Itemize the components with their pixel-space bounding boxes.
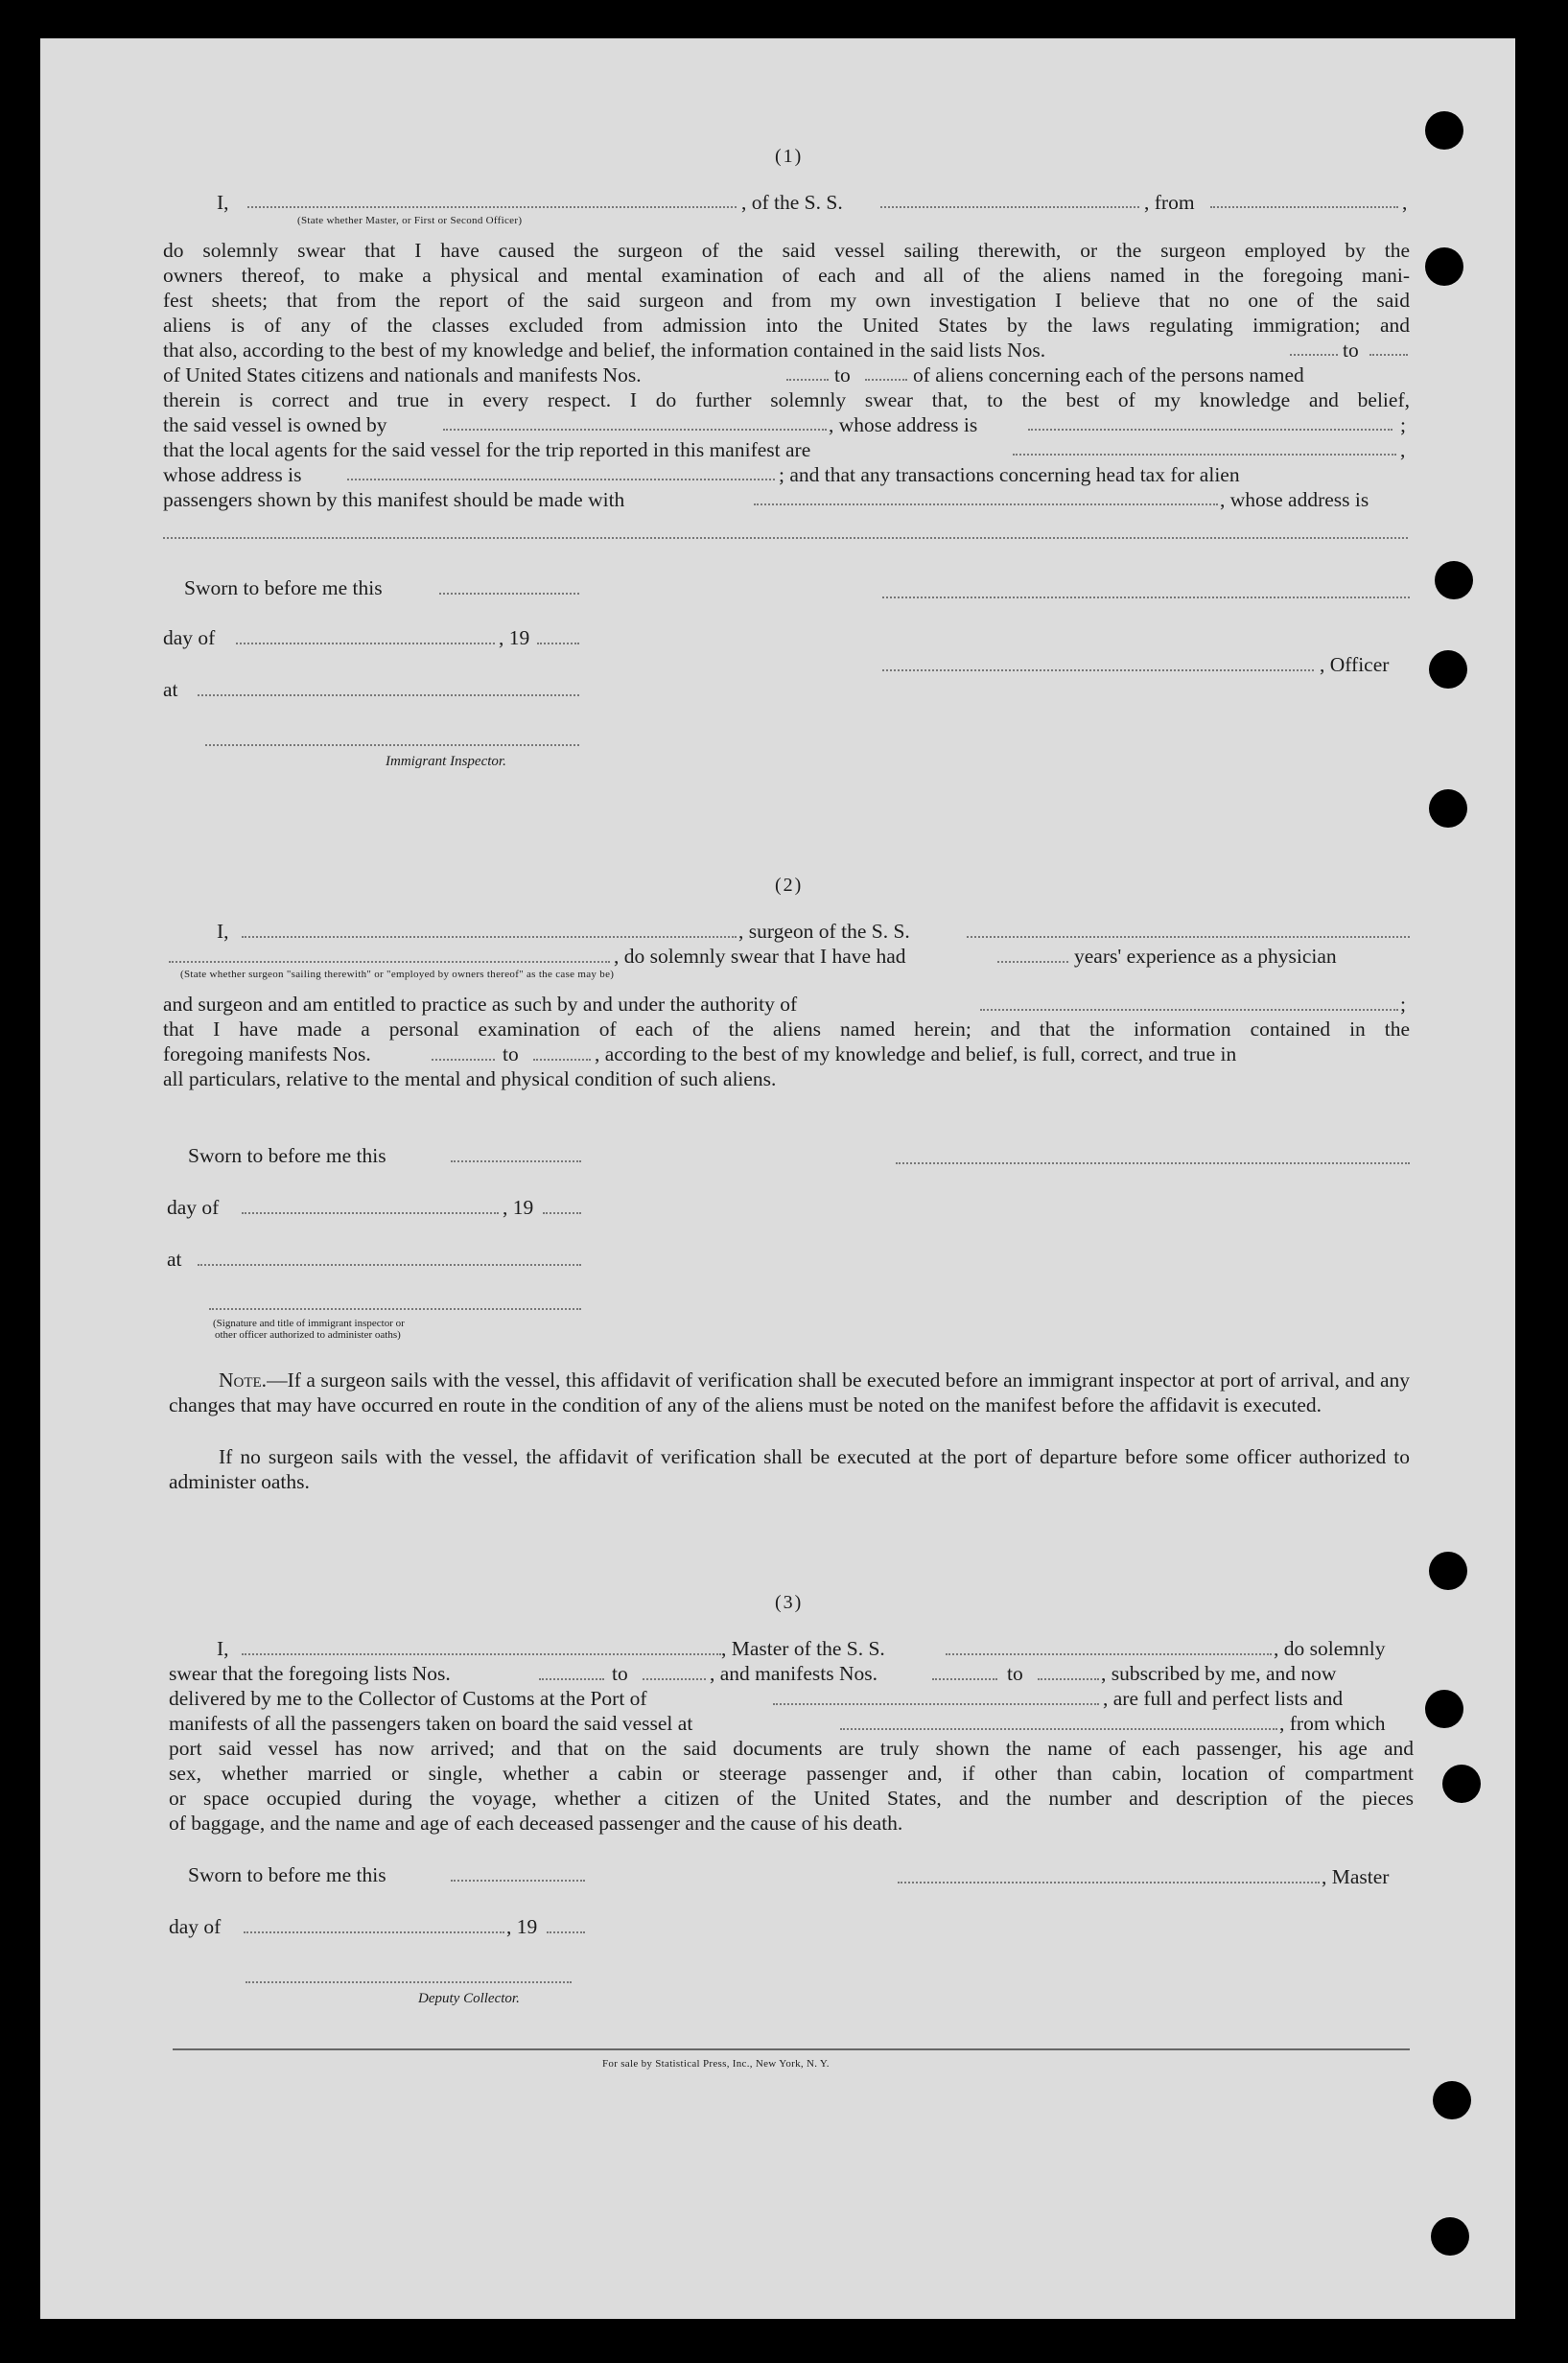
text: to (503, 1042, 519, 1065)
text: , of the S. S. (741, 191, 843, 214)
at-place-field[interactable] (198, 1264, 581, 1266)
text: the said vessel is owned by (163, 413, 387, 436)
vessel-name-field[interactable] (880, 206, 1139, 208)
oath-line: of baggage, and the name and age of each deceased passenger and the cause of his death. (169, 1812, 903, 1835)
text: , do solemnly swear that I have had (614, 945, 906, 968)
text: , subscribed by me, and now (1101, 1662, 1337, 1685)
oath-line: and surgeon and am entitled to practice as such by and under the authority of (163, 993, 798, 1016)
manifests-to-field[interactable] (1038, 1678, 1099, 1680)
manifests-from-field[interactable] (432, 1059, 495, 1061)
surgeon-signature-field[interactable] (896, 1162, 1410, 1164)
signature-hint: other officer authorized to administer oaths) (215, 1329, 401, 1341)
vessel-name-field[interactable] (967, 936, 1410, 938)
year-field[interactable] (547, 1931, 585, 1933)
master-name-field[interactable] (242, 1653, 721, 1655)
officer-title-field[interactable] (882, 669, 1314, 671)
sworn-label: Sworn to before me this (188, 1863, 386, 1886)
text: ; and that any transactions concerning head tax for alien (779, 463, 1240, 486)
text: that the local agents for the said vessel for the trip reported in this manifest are (163, 438, 811, 461)
master-label: , Master (1322, 1865, 1390, 1888)
text: to (834, 363, 851, 386)
note-label: Note. (219, 1369, 268, 1392)
text: , surgeon of the S. S. (738, 920, 910, 943)
sworn-day-field[interactable] (451, 1880, 585, 1882)
punch-hole (1435, 561, 1473, 599)
master-signature-field[interactable] (898, 1882, 1320, 1883)
oath-line: I, (217, 920, 229, 943)
year-field[interactable] (537, 643, 579, 644)
text: , (1402, 191, 1408, 214)
day-of-label: day of (163, 626, 216, 649)
owner-field[interactable] (443, 429, 827, 431)
text: , whose address is (829, 413, 978, 436)
manifests-from-field[interactable] (786, 379, 829, 381)
oath-line: manifests of all the passengers taken on board the said vessel at (169, 1712, 693, 1735)
field-hint: (State whether Master, or First or Second Officer) (297, 215, 523, 226)
manifests-to-field[interactable] (533, 1059, 591, 1061)
text: , are full and perfect lists and (1103, 1687, 1344, 1710)
text: that also, according to the best of my knowledge and belief, the information contained in the said lists Nos. (163, 339, 1046, 362)
oath-line: owners thereof, to make a physical and mental examination of each and all of the aliens named in the foregoing mani- (163, 264, 1410, 287)
oath-line: that I have made a personal examination of each of the aliens named herein; and that the information contained in the (163, 1018, 1410, 1041)
text: , from (1144, 191, 1195, 214)
signature-hint: (Signature and title of immigrant inspector or (213, 1318, 405, 1329)
year-label: , 19 (506, 1915, 538, 1938)
lists-to-field[interactable] (643, 1678, 706, 1680)
punch-hole (1425, 247, 1463, 286)
text: I, (217, 191, 229, 214)
oath-line: swear that the foregoing lists Nos. (169, 1662, 451, 1685)
year-field[interactable] (543, 1212, 581, 1214)
text: , Master of the S. S. (721, 1637, 885, 1660)
oath-line: sex, whether married or single, whether a cabin or steerage passenger and, if other than cabin, location of compartment (169, 1762, 1414, 1785)
text: of United States citizens and nationals and manifests Nos. (163, 363, 642, 386)
punch-hole (1429, 1552, 1467, 1590)
sworn-day-field[interactable] (439, 593, 579, 595)
punch-hole (1442, 1765, 1481, 1803)
text: , (1400, 438, 1406, 461)
oath-line (163, 437, 810, 462)
text: to (1343, 339, 1359, 362)
surgeon-name-field[interactable] (242, 936, 737, 938)
oath-line: or space occupied during the voyage, whether a citizen of the United States, and the number and description of the pieces (169, 1787, 1414, 1810)
text: , from which (1279, 1712, 1386, 1735)
officer-name-field[interactable] (247, 206, 737, 208)
text: ; (1400, 413, 1406, 436)
text: years' experience as a physician (1074, 945, 1337, 968)
oath-line: all particulars, relative to the mental and physical condition of such aliens. (163, 1067, 777, 1090)
text: ; (1400, 993, 1406, 1016)
punch-hole (1425, 1690, 1463, 1728)
vessel-name-field[interactable] (946, 1653, 1272, 1655)
officer-label: , Officer (1320, 653, 1390, 676)
sworn-day-field[interactable] (451, 1160, 581, 1162)
local-agents-field[interactable] (1013, 454, 1396, 456)
oath-line: port said vessel has now arrived; and that on the said documents are truly shown the name of each passenger, his age and (169, 1737, 1414, 1760)
agents-address-field[interactable] (347, 479, 775, 480)
surgeon-status-field[interactable] (169, 961, 610, 963)
text: , and manifests Nos. (710, 1662, 878, 1685)
text: to (1007, 1662, 1023, 1685)
section-number: (2) (775, 875, 804, 896)
day-of-label: day of (167, 1196, 220, 1219)
oath-line: foregoing manifests Nos. (163, 1042, 371, 1065)
note-paragraph (169, 1444, 1410, 1494)
oath-line (217, 190, 229, 215)
sworn-label: Sworn to before me this (184, 576, 383, 599)
oath-line: I, (217, 1637, 229, 1660)
oath-line (741, 190, 843, 215)
officer-signature-field[interactable] (882, 597, 1410, 598)
oath-line (163, 487, 624, 512)
section-number: (1) (775, 146, 804, 167)
authority-field[interactable] (980, 1009, 1398, 1011)
contact-address-field[interactable] (163, 537, 1408, 539)
lists-to-field[interactable] (1369, 354, 1408, 356)
text: whose address is (163, 463, 302, 486)
owner-address-field[interactable] (1028, 429, 1392, 431)
text: passengers shown by this manifest should be made with (163, 488, 625, 511)
port-taken-field[interactable] (840, 1728, 1277, 1730)
oath-line: fest sheets; that from the report of the said surgeon and from my own investigation I believe that no one of the said (163, 289, 1410, 312)
punch-hole (1431, 2217, 1469, 2256)
month-field[interactable] (236, 643, 495, 644)
inspector-signature-field[interactable] (205, 744, 579, 746)
day-of-label: day of (169, 1915, 222, 1938)
month-field[interactable] (242, 1212, 499, 1214)
deputy-label: Deputy Collector. (418, 1991, 520, 2006)
text: , do solemnly (1274, 1637, 1386, 1660)
text: to (612, 1662, 628, 1685)
oath-line: delivered by me to the Collector of Customs at the Port of (169, 1687, 647, 1710)
printer-credit: For sale by Statistical Press, Inc., New York, N. Y. (602, 2058, 830, 2070)
oath-line: therein is correct and true in every respect. I do further solemnly swear that, to the best of my knowledge and belief, (163, 388, 1410, 411)
years-experience-field[interactable] (997, 961, 1068, 963)
at-place-field[interactable] (198, 694, 579, 696)
punch-hole (1425, 111, 1463, 150)
port-from-field[interactable] (1210, 206, 1398, 208)
deputy-signature-field[interactable] (246, 1981, 572, 1983)
oath-line (163, 363, 642, 387)
oath-line (163, 462, 302, 487)
head-tax-contact-field[interactable] (754, 503, 1218, 505)
year-label: , 19 (499, 626, 530, 649)
oath-line (1144, 190, 1195, 215)
section-number: (3) (775, 1592, 804, 1613)
lists-from-field[interactable] (1290, 354, 1338, 356)
oath-line: aliens is of any of the classes excluded from admission into the United States by the laws regulating immigration; and (163, 314, 1410, 337)
oath-line: do solemnly swear that I have caused the surgeon of the said vessel sailing therewith, or the surgeon employed by the (163, 239, 1410, 262)
note-paragraph (169, 1368, 1410, 1417)
month-field[interactable] (244, 1931, 504, 1933)
year-label: , 19 (503, 1196, 534, 1219)
text: of aliens concerning each of the persons named (913, 363, 1304, 386)
note-text: —If a surgeon sails with the vessel, this affidavit of verification shall be executed before an immigrant inspector at port of arrival, and any changes that may have occurred en route in the condition of any of the aliens must be noted on the manifest before the affidavit is executed. (169, 1369, 1410, 1417)
sworn-label: Sworn to before me this (188, 1144, 386, 1167)
lists-from-field[interactable] (539, 1678, 604, 1680)
oath-line (163, 412, 386, 437)
text: , whose address is (1220, 488, 1369, 511)
at-label: at (163, 678, 178, 701)
inspector-signature-field[interactable] (209, 1308, 581, 1310)
note-text: If no surgeon sails with the vessel, the affidavit of verification shall be executed at the port of departure before some officer authorized to administer oaths. (169, 1445, 1410, 1494)
footer-rule (173, 2048, 1410, 2050)
at-label: at (167, 1248, 182, 1271)
punch-hole (1429, 650, 1467, 689)
punch-hole (1433, 2081, 1471, 2119)
manifests-to-field[interactable] (865, 379, 907, 381)
oath-line (163, 338, 1045, 363)
inspector-label: Immigrant Inspector. (386, 754, 506, 769)
field-hint: (State whether surgeon "sailing therewith" or "employed by owners thereof" as the case may be) (180, 969, 615, 980)
port-of-field[interactable] (773, 1703, 1099, 1705)
text: , according to the best of my knowledge and belief, is full, correct, and true in (595, 1042, 1237, 1065)
punch-hole (1429, 789, 1467, 828)
manifests-from-field[interactable] (932, 1678, 997, 1680)
